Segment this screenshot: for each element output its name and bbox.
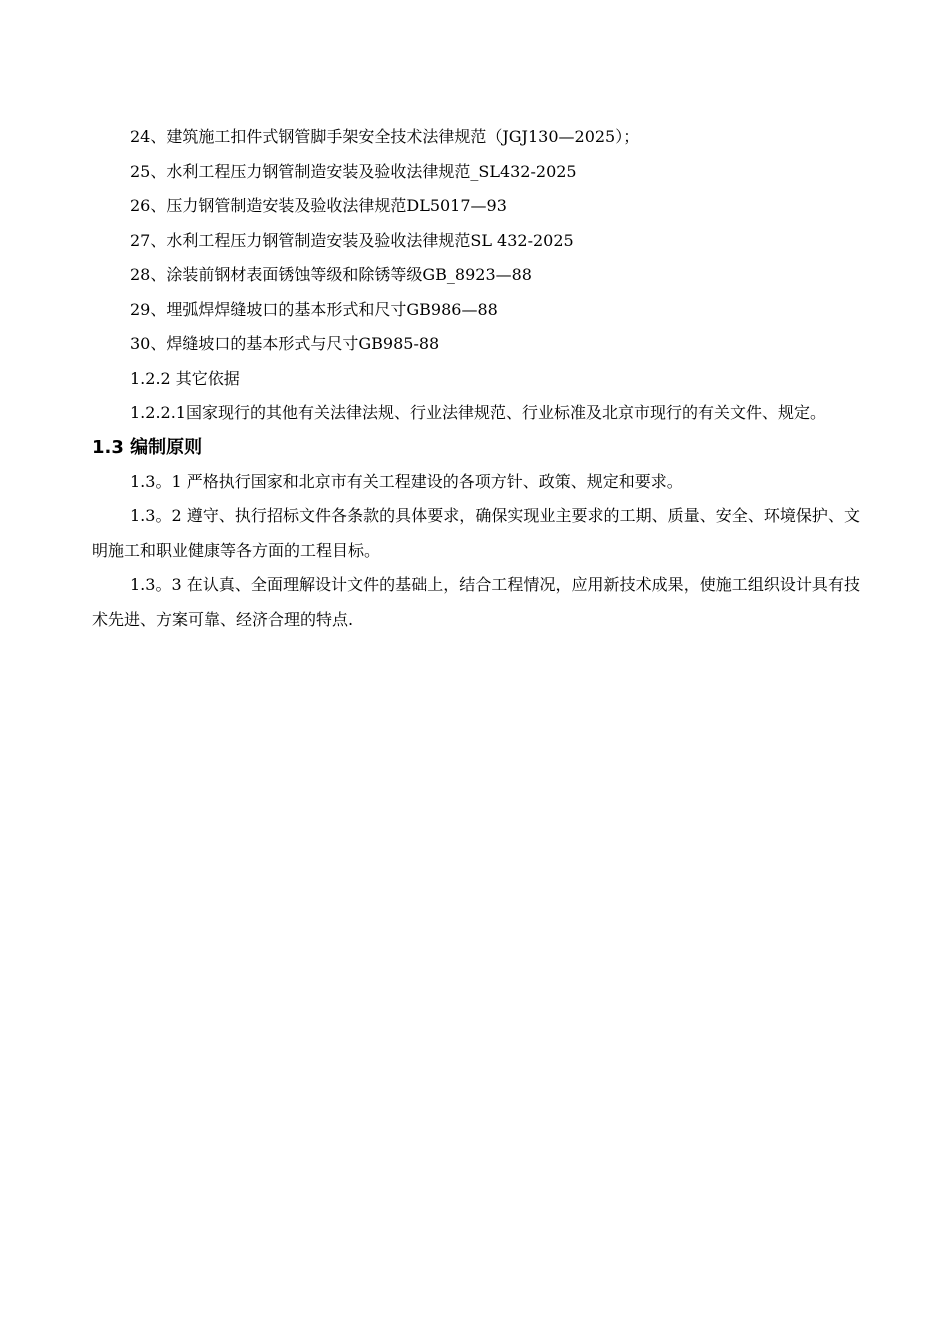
other-basis-paragraph: 1.2.2.1国家现行的其他有关法律法规、行业法律规范、行业标准及北京市现行的有关文件、规定。 [130,403,826,422]
reference-list [92,120,860,362]
other-basis-heading: 1.2.2 其它依据 [130,368,240,388]
principle-paragraph: 1.3。2 遵守、执行招标文件各条款的具体要求，确保实现业主要求的工期、质量、安全、环境保护、文明施工和职业健康等各方面的工程目标。 [92,506,860,560]
reference-item: 29、埋弧焊焊缝坡口的基本形式和尺寸GB986—88 [130,299,498,319]
reference-item: 24、建筑施工扣件式钢管脚手架安全技术法律规范（JGJ130—2025）； [130,127,640,146]
page-content [92,120,860,637]
principle-paragraph: 1.3。1 严格执行国家和北京市有关工程建设的各项方针、政策、规定和要求。 [130,471,683,491]
reference-item: 27、水利工程压力钢管制造安装及验收法律规范SL 432-2025 [130,230,574,250]
section-heading-principles: 1.3 编制原则 [92,436,203,458]
reference-item: 30、焊缝坡口的基本形式与尺寸GB985-88 [130,334,440,353]
principle-paragraph: 1.3。3 在认真、全面理解设计文件的基础上，结合工程情况，应用新技术成果，使施工组织设计具有技术先进、方案可靠、经济合理的特点. [92,575,860,629]
reference-item: 28、涂装前钢材表面锈蚀等级和除锈等级GB_8923—88 [130,265,532,284]
reference-item: 25、水利工程压力钢管制造安装及验收法律规范_SL432-2025 [130,161,577,181]
reference-item: 26、压力钢管制造安装及验收法律规范DL5017—93 [130,196,507,215]
